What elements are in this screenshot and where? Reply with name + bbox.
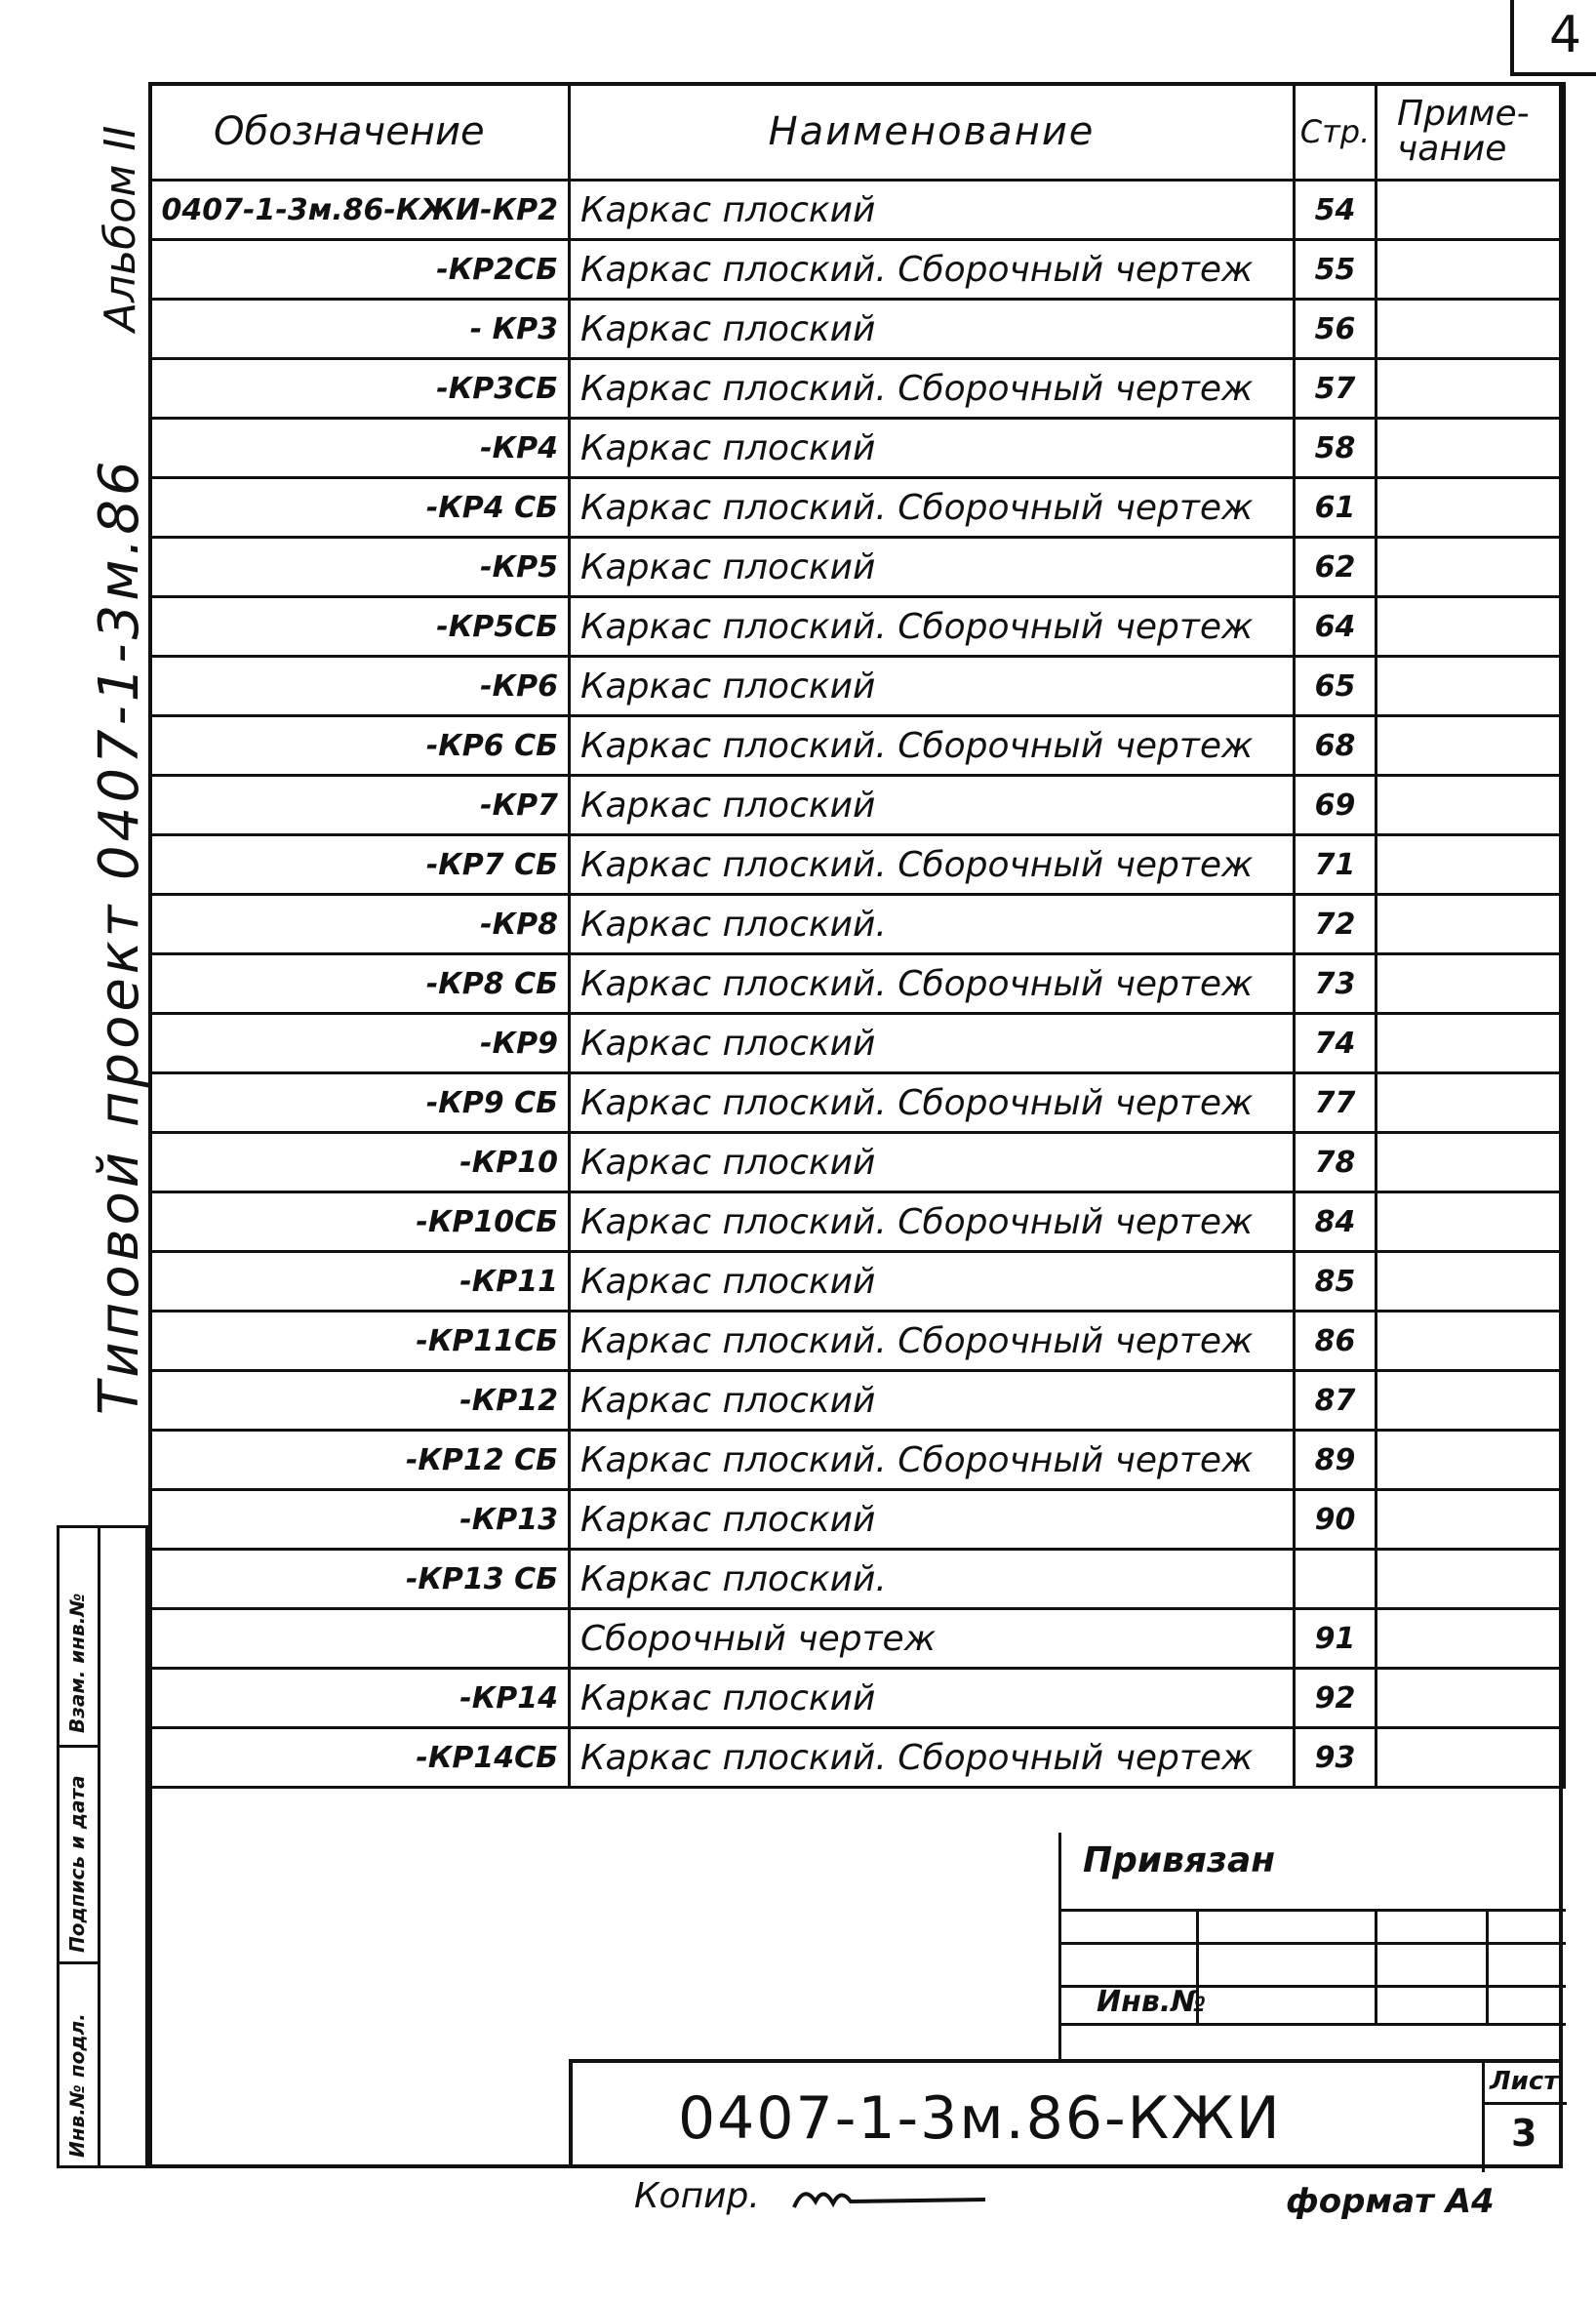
row-page: 86 [1295,1312,1377,1371]
row-code: -КР12 СБ [150,1431,570,1490]
row-name: Каркас плоский. Сборочный чертеж [570,1192,1295,1252]
privyazan-label: Привязан [1083,1840,1276,1880]
privyazan-inv-label: Инв.№ [1097,1985,1207,2019]
title-sheet-value: 3 [1511,2112,1537,2155]
header-page: Стр. [1295,84,1377,181]
header-designation: Обозначение [150,84,570,181]
row-page: 54 [1295,181,1377,240]
row-name: Каркас плоский. [570,895,1295,954]
album-label: Альбом II [96,125,145,332]
row-code: - КР3 [150,300,570,359]
row-name: Каркас плоский [570,538,1295,597]
footer-format: формат А4 [1286,2182,1495,2221]
row-page: 55 [1295,240,1377,300]
row-code: -КР13 СБ [150,1550,570,1609]
row-code: -КР8 [150,895,570,954]
privyazan-box [1058,1833,1563,2059]
row-code: -КР3СБ [150,359,570,419]
row-code: -КР4 СБ [150,478,570,538]
row-page: 93 [1295,1728,1377,1788]
row-code: -КР6 [150,657,570,716]
row-name: Каркас плоский. Сборочный чертеж [570,359,1295,419]
corner-sheet-box [1510,0,1596,76]
row-name: Каркас плоский. Сборочный чертеж [570,954,1295,1014]
row-code: -КР12 [150,1371,570,1431]
row-name: Каркас плоский. Сборочный чертеж [570,716,1295,776]
row-page: 77 [1295,1073,1377,1133]
row-name: Каркас плоский [570,181,1295,240]
row-code: -КР7 СБ [150,835,570,895]
footer-copied: Копир. [634,2176,760,2216]
row-page: 57 [1295,359,1377,419]
row-name: Каркас плоский. Сборочный чертеж [570,835,1295,895]
row-name: Каркас плоский [570,1490,1295,1550]
row-name: Каркас плоский [570,657,1295,716]
row-name: Каркас плоский [570,1133,1295,1192]
row-page: 84 [1295,1192,1377,1252]
row-code: -КР14 [150,1669,570,1728]
row-name: Каркас плоский. Сборочный чертеж [570,478,1295,538]
stamp-vzam-label: Взам. инв.№ [65,1593,89,1733]
row-code: -КР7 [150,776,570,835]
row-page: 69 [1295,776,1377,835]
row-page: 89 [1295,1431,1377,1490]
row-code: -КР8 СБ [150,954,570,1014]
header-note: Приме-чание [1377,84,1565,181]
row-code: -КР5 [150,538,570,597]
row-page: 64 [1295,597,1377,657]
project-label: Типовой проект 0407-1-3м.86 [88,457,151,1415]
row-page: 87 [1295,1371,1377,1431]
row-page: 61 [1295,478,1377,538]
row-name: Сборочный чертеж [570,1609,1295,1669]
row-name: Каркас плоский. Сборочный чертеж [570,240,1295,300]
row-code: -КР11СБ [150,1312,570,1371]
row-code: -КР4 [150,419,570,478]
stamp-inv-label: Инв.№ подл. [65,2013,89,2158]
row-page: 72 [1295,895,1377,954]
row-name: Каркас плоский [570,1252,1295,1312]
title-block [569,2059,1563,2168]
row-page: 85 [1295,1252,1377,1312]
header-name: Наименование [570,84,1295,181]
corner-sheet-number: 4 [1549,6,1582,64]
row-page: 65 [1295,657,1377,716]
row-page: 56 [1295,300,1377,359]
row-name: Каркас плоский. Сборочный чертеж [570,1728,1295,1788]
row-name: Каркас плоский [570,419,1295,478]
row-code: -КР10СБ [150,1192,570,1252]
row-page: 62 [1295,538,1377,597]
row-code: 0407-1-3м.86-КЖИ-КР2 [150,181,570,240]
row-code: -КР13 [150,1490,570,1550]
row-name: Каркас плоский. Сборочный чертеж [570,1431,1295,1490]
row-name: Каркас плоский [570,776,1295,835]
copier-signature [790,2178,995,2217]
stamp-sign-label: Подпись и дата [65,1775,89,1953]
row-code: -КР6 СБ [150,716,570,776]
row-code: -КР9 СБ [150,1073,570,1133]
row-code: -КР11 [150,1252,570,1312]
row-name: Каркас плоский [570,1014,1295,1073]
row-page: 90 [1295,1490,1377,1550]
row-page: 71 [1295,835,1377,895]
row-page: 74 [1295,1014,1377,1073]
title-sheet-label: Лист [1490,2067,1559,2096]
row-name: Каркас плоский. [570,1550,1295,1609]
row-code: -КР2СБ [150,240,570,300]
row-name: Каркас плоский [570,1371,1295,1431]
row-name: Каркас плоский. Сборочный чертеж [570,1312,1295,1371]
left-stamp [57,1525,148,2168]
row-code: -КР9 [150,1014,570,1073]
row-page: 91 [1295,1609,1377,1669]
row-code: -КР10 [150,1133,570,1192]
row-page: 92 [1295,1669,1377,1728]
row-name: Каркас плоский. Сборочный чертеж [570,597,1295,657]
row-code: -КР14СБ [150,1728,570,1788]
row-page: 58 [1295,419,1377,478]
row-page: 78 [1295,1133,1377,1192]
row-name: Каркас плоский [570,300,1295,359]
title-designation: 0407-1-3м.86-КЖИ [678,2084,1282,2153]
row-page: 73 [1295,954,1377,1014]
row-code: -КР5СБ [150,597,570,657]
row-name: Каркас плоский. Сборочный чертеж [570,1073,1295,1133]
row-page: 68 [1295,716,1377,776]
row-name: Каркас плоский [570,1669,1295,1728]
